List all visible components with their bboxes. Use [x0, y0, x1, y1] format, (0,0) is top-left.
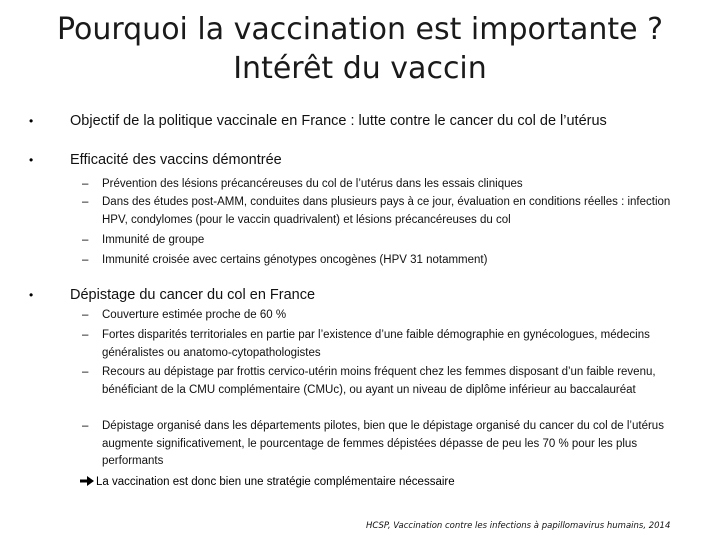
- bullet-marker: •: [29, 288, 34, 302]
- sub-text: Immunité de groupe: [102, 234, 205, 246]
- sub-marker: –: [82, 309, 89, 321]
- sub-marker: –: [82, 196, 89, 208]
- conclusion-text: La vaccination est donc bien une stratégie complémentaire nécessaire: [96, 476, 455, 488]
- source-citation: HCSP, Vaccination contre les infections à papillomavirus humains, 2014: [366, 521, 671, 531]
- sub-marker: –: [82, 420, 89, 432]
- bullet-marker: •: [29, 114, 34, 128]
- bullet-text: Objectif de la politique vaccinale en France : lutte contre le cancer du col de l’utérus: [70, 113, 607, 129]
- sub-marker: –: [82, 366, 89, 378]
- right-arrow-icon: [80, 476, 94, 486]
- sub-text: Recours au dépistage par frottis cervico-utérin moins fréquent chez les femmes disposant d’un faible revenu, bénéficiant de la CMU complémentaire (CMUc), ou ayant un niveau de diplôme inférieur au baccalauréat: [102, 366, 656, 396]
- sub-text: Dans des études post-AMM, conduites dans plusieurs pays à ce jour, évaluation en conditions réelles : infection HPV, condylomes (pour le vaccin quadrivalent) et lésions précancéreuses du col: [102, 196, 671, 226]
- title-line-1: Pourquoi la vaccination est importante ?: [56, 12, 664, 47]
- sub-text: Fortes disparités territoriales en partie par l’existence d’une faible démographie en gynécologues, médecins généralistes ou anatomo-cytopathologistes: [102, 329, 650, 359]
- bullet-marker: •: [29, 153, 34, 167]
- slide-title: [0, 10, 720, 88]
- title-line-2: Intérêt du vaccin: [233, 51, 487, 86]
- sub-marker: –: [82, 178, 89, 190]
- bullet-text: Efficacité des vaccins démontrée: [70, 152, 282, 168]
- sub-text: Dépistage organisé dans les départements pilotes, bien que le dépistage organisé du cancer du col de l’utérus augmente significativement, le pourcentage de femmes dépistées dépasse de peu les 70 % pour les plus performants: [102, 420, 664, 467]
- sub-marker: –: [82, 254, 89, 266]
- bullet-text: Dépistage du cancer du col en France: [70, 287, 316, 303]
- sub-text: Immunité croisée avec certains génotypes oncogènes (HPV 31 notamment): [102, 254, 488, 266]
- sub-marker: –: [82, 234, 89, 246]
- sub-text: Prévention des lésions précancéreuses du col de l’utérus dans les essais cliniques: [102, 178, 523, 190]
- conclusion: [80, 474, 455, 491]
- sub-text: Couverture estimée proche de 60 %: [102, 309, 287, 321]
- sub-marker: –: [82, 329, 89, 341]
